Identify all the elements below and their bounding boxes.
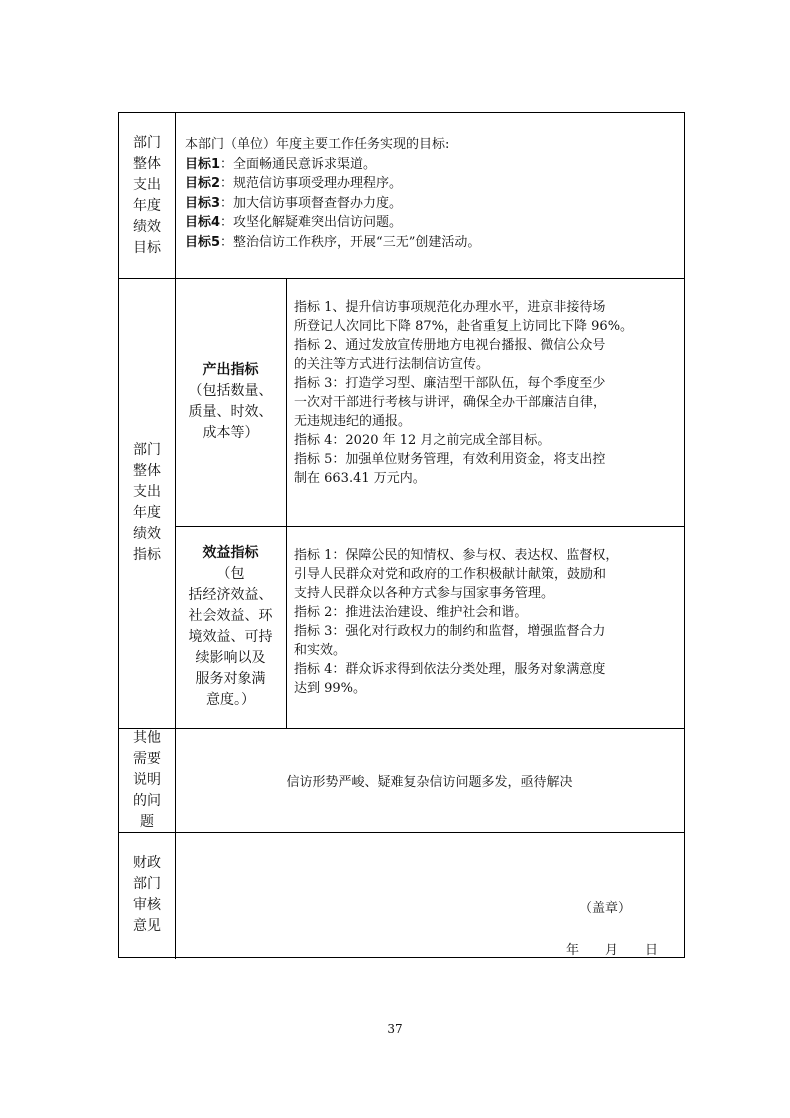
goal-item xyxy=(185,174,680,194)
label-line: 部门 xyxy=(133,134,161,151)
goal-key: 目标2 xyxy=(185,176,221,191)
indicators-label xyxy=(119,278,175,728)
goal-key: 目标3 xyxy=(185,195,221,211)
goal-text: ：攻坚化解疑难突出信访问题。 xyxy=(220,215,403,230)
other-issues-label xyxy=(119,728,175,832)
seal-text: （盖章） xyxy=(579,901,632,916)
benefit-indicator-content: 指标 1：保障公民的知情权、参与权、表达权、监督权， 引导人民群众对党和政府的工作积极献计献策，鼓励和 支持人民群众以各种方式参与国家事务管理。 指标 2：推进法治建设、维护社会和谐。 指标 3：强化对行政权力的制约和监督，增强监督合力 和实效。 指标 4：群众诉求得到依法分类处理，服务对象满意度 达到 99%。 xyxy=(294,548,619,696)
label-line: 年度 xyxy=(133,505,161,521)
benefit-note: 括经济效益、 xyxy=(188,587,273,603)
goal-text: ：整治信访工作秩序，开展“三无”创建活动。 xyxy=(220,234,481,250)
benefit-note: 续影响以及 xyxy=(195,650,266,666)
label-line: 部门 xyxy=(133,875,161,892)
row-divider xyxy=(119,832,684,833)
goal-key: 目标5 xyxy=(185,234,221,250)
benefit-title-line xyxy=(189,543,273,585)
output-note: （包括数量、 xyxy=(188,383,273,399)
benefit-note: 社会效益、环 xyxy=(188,608,273,624)
label-line: 部门 xyxy=(133,442,161,458)
benefit-note: （包 xyxy=(216,566,245,582)
benefit-note: 境效益、可持 xyxy=(188,629,273,645)
label-line: 意见 xyxy=(133,917,161,934)
goal-item xyxy=(185,213,680,233)
output-indicator-label xyxy=(175,278,286,526)
benefit-note: 意度。） xyxy=(206,692,255,708)
label-line: 财政 xyxy=(133,854,161,871)
goal-text: ：加大信访事项督查督办力度。 xyxy=(220,195,403,211)
label-line: 需要 xyxy=(133,750,161,767)
finance-review-label xyxy=(119,832,175,957)
label-line: 审核 xyxy=(133,896,161,913)
date-day: 日 xyxy=(645,943,659,958)
goal-text: ：全面畅通民意诉求渠道。 xyxy=(220,156,377,172)
goal-item xyxy=(185,233,680,253)
label-line: 支出 xyxy=(133,176,161,193)
performance-table xyxy=(118,112,685,958)
goal-item xyxy=(185,194,680,214)
page-number: 37 xyxy=(387,1022,403,1036)
output-title: 产出指标 xyxy=(202,362,259,378)
label-line: 的问 xyxy=(133,792,161,809)
label-line: 其他 xyxy=(133,729,161,746)
output-indicator-content: 指标 1、提升信访事项规范化办理水平，进京非接待场 所登记人次同比下降 87%，赴省重复上访同比下降 96%。 指标 2、通过发放宣传册地方电视台播报、微信公众号 的关注等方式进行法制信访宣传。 指标 3：打造学习型、廉洁型干部队伍，每个季度至少 一次对干部进行考核与讲评，确保全办干部廉洁自律， 无违规违纪的通报。 指标 4：2020 年 12 月之前完成全部目标。 指标 5：加强单位财务管理，有效利用资金，将支出控 制在 663.41 万元内。 xyxy=(294,300,634,486)
goal-item xyxy=(185,155,680,175)
column-divider xyxy=(286,278,287,728)
goal-key: 目标4 xyxy=(185,215,221,230)
label-line: 目标 xyxy=(133,239,161,256)
goal-key: 目标1 xyxy=(185,156,221,172)
benefit-title: 效益指标 xyxy=(202,545,259,561)
date-year: 年 xyxy=(566,943,580,958)
goals-content xyxy=(185,135,680,275)
output-note: 质量、时效、 xyxy=(188,404,273,420)
benefit-indicator-label xyxy=(175,526,286,728)
benefit-note: 服务对象满 xyxy=(195,671,266,687)
output-note: 成本等） xyxy=(202,425,259,441)
goal-text: ：规范信访事项受理办理程序。 xyxy=(220,176,403,191)
label-line: 绩效 xyxy=(133,218,161,235)
goals-intro: 本部门（单位）年度主要工作任务实现的目标: xyxy=(185,137,450,152)
label-line: 整体 xyxy=(133,463,161,479)
other-issues-content: 信访形势严峻、疑难复杂信访问题多发，亟待解决 xyxy=(286,774,573,790)
label-line: 指标 xyxy=(133,547,161,563)
label-line: 说明 xyxy=(133,771,161,788)
label-line: 支出 xyxy=(133,484,161,500)
label-line: 绩效 xyxy=(133,526,161,542)
goals-label xyxy=(119,113,175,278)
date-month: 月 xyxy=(605,943,619,958)
label-line: 年度 xyxy=(133,197,161,214)
label-line: 题 xyxy=(140,813,154,830)
label-line: 整体 xyxy=(133,155,161,172)
